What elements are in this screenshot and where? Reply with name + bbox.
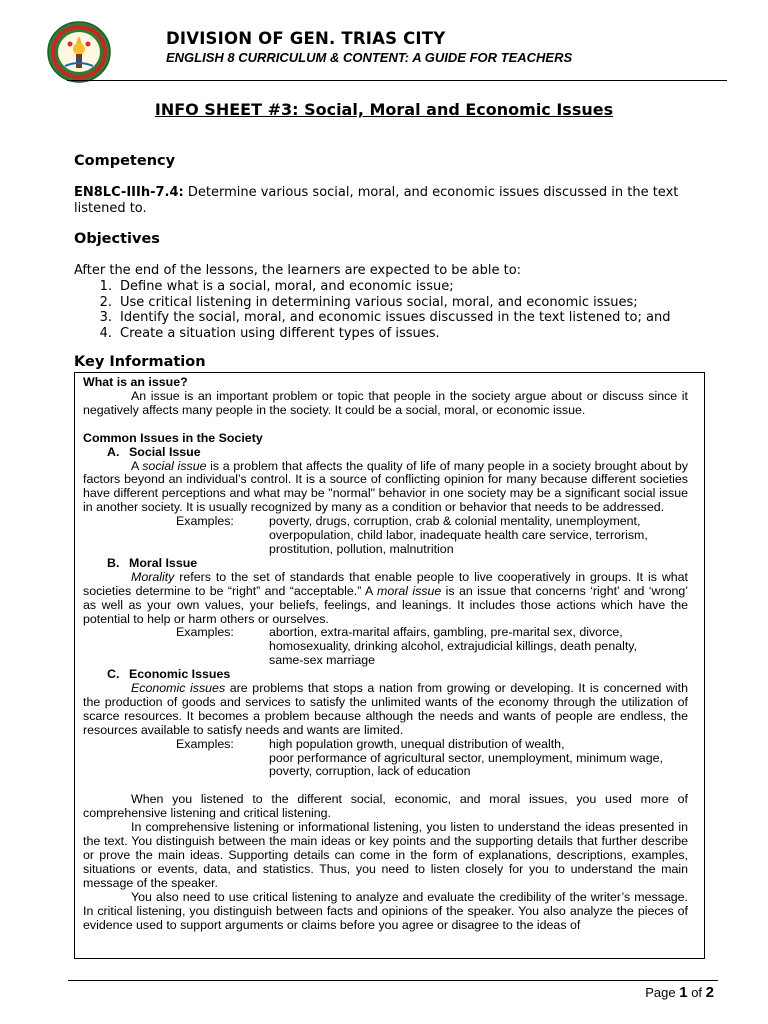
header-divider [67, 80, 727, 81]
objective-item: 1. Define what is a social, moral, and economic issue; [99, 279, 454, 294]
social-examples: Examples: poverty, drugs, corruption, crab & colonial mentality, unemployment, overpopulation, child labor, inadequate health care service, terrorism, prostitution, pollution, malnutrition [176, 514, 648, 556]
objectives-list [74, 279, 714, 341]
listening-paragraph-1: When you listened to the different social, economic, and moral issues, you used more of comprehensive listening and critical listening. [83, 792, 688, 821]
key-information-box [74, 372, 705, 959]
key-information-heading: Key Information [74, 354, 206, 370]
objective-item: 2. Use critical listening in determining various social, moral, and economic issues; [99, 294, 638, 310]
objectives-heading: Objectives [74, 231, 160, 247]
common-issues-heading: Common Issues in the Society [83, 430, 263, 445]
economic-examples: Examples: high population growth, unequal distribution of wealth, poor performance of agricultural sector, unemployment, minimum wage, poverty, corruption, lack of education [176, 736, 663, 779]
what-is-issue-heading: What is an issue? [83, 375, 188, 389]
key-information-content [83, 376, 688, 932]
division-name: DIVISION OF GEN. TRIAS CITY [166, 29, 446, 48]
economic-issue-text: Economic issues are problems that stops a nation from growing or developing. It is concerned with the production of goods and services to satisfy the unlimited wants of the economy through the utilization of scarce resources. It becomes a problem because although the needs and wants of people are endless, the resources available to satisfy needs and wants are limited. [83, 681, 688, 737]
competency-heading: Competency [74, 153, 176, 169]
document-header [32, 18, 732, 80]
competency-text [74, 185, 714, 216]
curriculum-subtitle: ENGLISH 8 CURRICULUM & CONTENT: A GUIDE FOR TEACHERS [166, 50, 573, 65]
economic-issue-heading: C. Economic Issues [107, 667, 231, 682]
listening-paragraph-2: In comprehensive listening or informational listening, you listen to understand the ideas presented in the text. You distinguish between the main ideas or key points and the supporting details that further describe or prove the main ideas. Supporting details can come in the form of explanations, descriptions, examples, situations or events, data, and statistics. Thus, you need to listen closely for you to understand the main message of the speaker. [83, 820, 688, 890]
page-number: Page 1 of 2 [645, 984, 714, 1001]
moral-examples: Examples: abortion, extra-marital affairs, gambling, pre-marital sex, divorce, homosexuality, drinking alcohol, extrajudicial killings, death penalty, same-sex marriage [176, 625, 638, 668]
social-issue-text: A social issue is a problem that affects the quality of life of many people in a society brought about by factors beyond an individual’s control. It is a source of conflicting opinion for many because different societies have different perceptions and what may be "normal" behavior in one society may be a significant social issue in another society. It is usually recognized by many as a condition or behavior that needs to be addressed. [83, 458, 688, 515]
moral-issue-heading: B. Moral Issue [107, 555, 198, 570]
competency-code: EN8LC-IIIh-7.4: [74, 185, 184, 200]
footer-divider [68, 980, 718, 981]
info-sheet-title: INFO SHEET #3: Social, Moral and Economic Issues [154, 100, 614, 119]
objectives-intro: After the end of the lessons, the learners are expected to be able to: [74, 263, 522, 278]
what-is-issue-text: An issue is an important problem or topic that people in the society argue about or discuss since it negatively affects many people in the society. It could be a social, moral, or economic issue. [83, 388, 688, 417]
listening-paragraph-3: You also need to use critical listening to analyze and evaluate the credibility of the writer’s message. In critical listening, you distinguish between facts and opinions of the speaker. You also analyze the pieces of evidence used to support arguments or claims before you agree or disagree to the ideas of [83, 889, 688, 932]
moral-issue-text: Morality refers to the set of standards that enable people to live cooperatively in groups. It is what societies determine to be “right” and “acceptable.” A moral issue is an issue that concerns ‘right’ and ‘wrong’ as well as your own values, your beliefs, feelings, and leanings. It includes those actions which have the potential to help or harm others or ourselves. [83, 569, 688, 626]
competency-description: Determine various social, moral, and economic issues discussed in the text listened to. [74, 185, 679, 216]
objective-item: 4. Create a situation using different types of issues. [99, 325, 440, 341]
social-issue-heading: A. Social Issue [107, 444, 201, 459]
objective-item: 3. Identify the social, moral, and economic issues discussed in the text listened to; and [99, 310, 671, 325]
division-seal-icon [32, 20, 126, 84]
